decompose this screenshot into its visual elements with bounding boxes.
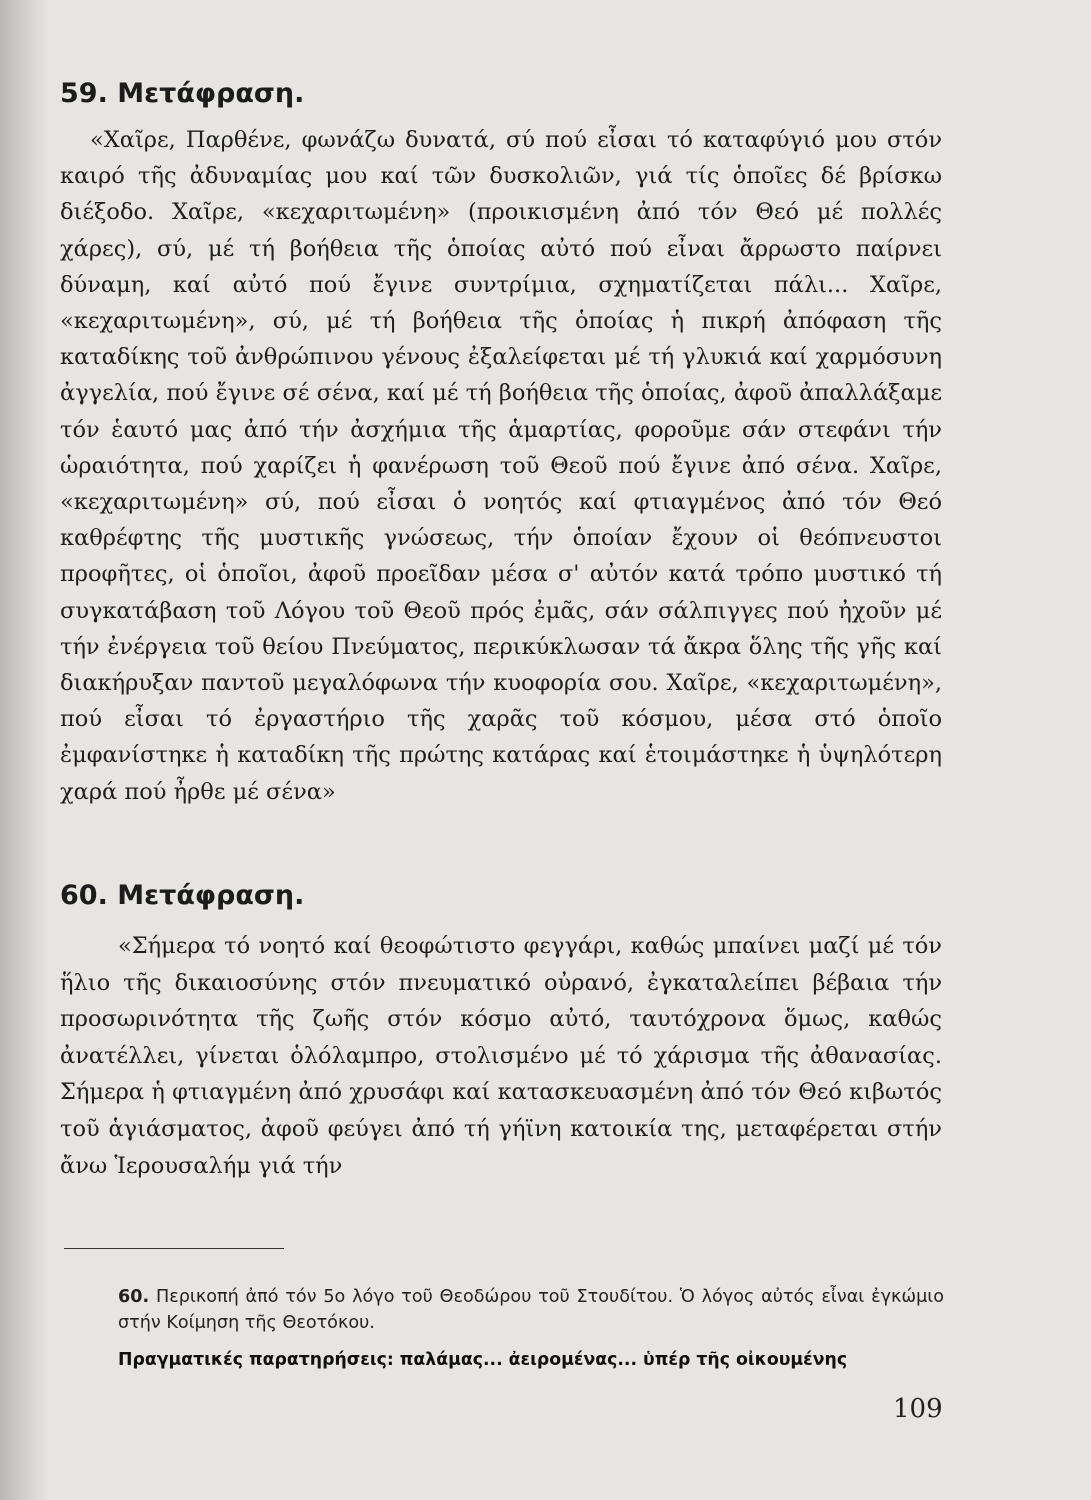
footnote-rule (64, 1248, 284, 1249)
footnote (118, 1284, 944, 1336)
page-number: 109 (893, 1394, 943, 1424)
section-59-body: «Χαῖρε, Παρθένε, φωνάζω δυνατά, σύ πού εἶσαι τό καταφύγιό μου στόν καιρό τῆς ἀδυναμίας μου καί τῶν δυσκολιῶν, γιά τίς ὁποῖες δέ βρίσκω διέξοδο. Χαῖρε, «κεχαριτωμένη» (προικισμένη ἀπό τόν Θεό μέ πολλές χάρες), σύ, μέ τή βοήθεια τῆς ὁποίας αὐτό πού εἶναι ἄρρωστο παίρνει δύναμη, καί αὐτό πού ἔγινε συντρίμια, σχηματίζεται πάλι... Χαῖρε, «κεχαριτωμένη», σύ, μέ τή βοήθεια τῆς ὁποίας ἡ πικρή ἀπόφαση τῆς καταδίκης τοῦ ἀνθρώπινου γένους ἐξαλείφεται μέ τή γλυκιά καί χαρμόσυνη ἀγγελία, πού ἔγινε σέ σένα, καί μέ τή βοήθεια τῆς ὁποίας, ἀφοῦ ἀπαλλάξαμε τόν ἑαυτό μας ἀπό τήν ἀσχήμια τῆς ἁμαρτίας, φοροῦμε σάν στεφάνι τήν ὡραιότητα, πού χαρίζει ἡ φανέρωση τοῦ Θεοῦ πού ἔγινε ἀπό σένα. Χαῖρε, «κεχαριτωμένη» σύ, πού εἶσαι ὁ νοητός καί φτιαγμένος ἀπό τόν Θεό καθρέφτης τῆς μυστικῆς γνώσεως, τήν ὁποίαν ἔχουν οἱ θεόπνευστοι προφῆτες, οἱ ὁποῖοι, ἀφοῦ προεῖδαν μέσα σ' αὐτόν κατά τρόπο μυστικό τή συγκατάβαση τοῦ Λόγου τοῦ Θεοῦ πρός ἐμᾶς, σάν σάλπιγγες πού ἠχοῦν μέ τήν ἐνέργεια τοῦ θείου Πνεύματος, περικύκλωσαν τά ἄκρα ὅλης τῆς γῆς καί διακήρυξαν παντοῦ μεγαλόφωνα τήν κυοφορία σου. Χαῖρε, «κεχαριτωμένη», πού εἶσαι τό ἐργαστήριο τῆς χαρᾶς τοῦ κόσμου, μέσα στό ὁποῖο ἐμφανίστηκε ἡ καταδίκη τῆς πρώτης κατάρας καί ἑτοιμάστηκε ἡ ὑψηλότερη χαρά πού ἦρθε μέ σένα» (60, 127, 942, 805)
section-60-heading: 60. Μετάφραση. (60, 880, 305, 911)
footnote-number: 60. (118, 1287, 150, 1307)
section-59-heading: 59. Μετάφραση. (60, 78, 305, 109)
section-60-body: «Σήμερα τό νοητό καί θεοφώτιστο φεγγάρι, καθώς μπαίνει μαζί μέ τόν ἥλιο τῆς δικαιοσύνης στόν πνευματικό οὐρανό, ἐγκαταλείπει βέβαια τήν προσωρινότητα τῆς ζωῆς στόν κόσμο αὐτό, ταυτόχρονα ὅμως, καθώς ἀνατέλλει, γίνεται ὁλόλαμπρο, στολισμένο μέ τό χάρισμα τῆς ἀθανασίας. Σήμερα ἡ φτιαγμένη ἀπό χρυσάφι καί κατασκευασμένη ἀπό τόν Θεό κιβωτός τοῦ ἁγιάσματος, ἀφοῦ φεύγει ἀπό τή γήϊνη κατοικία της, μεταφέρεται στήν ἄνω Ἱερουσαλήμ γιά τήν (60, 933, 942, 1179)
binding-shadow (0, 0, 48, 1500)
practical-notes-line: Πραγματικές παρατηρήσεις: παλάμας... ἀειρομένας... ὑπέρ τῆς οἰκουμένης (118, 1350, 848, 1370)
footnote-text: Περικοπή ἀπό τόν 5ο λόγο τοῦ Θεοδώρου τοῦ Στουδίτου. Ὁ λόγος αὐτός εἶναι ἐγκώμιο στήν Κοίμηση τῆς Θεοτόκου. (118, 1287, 945, 1333)
